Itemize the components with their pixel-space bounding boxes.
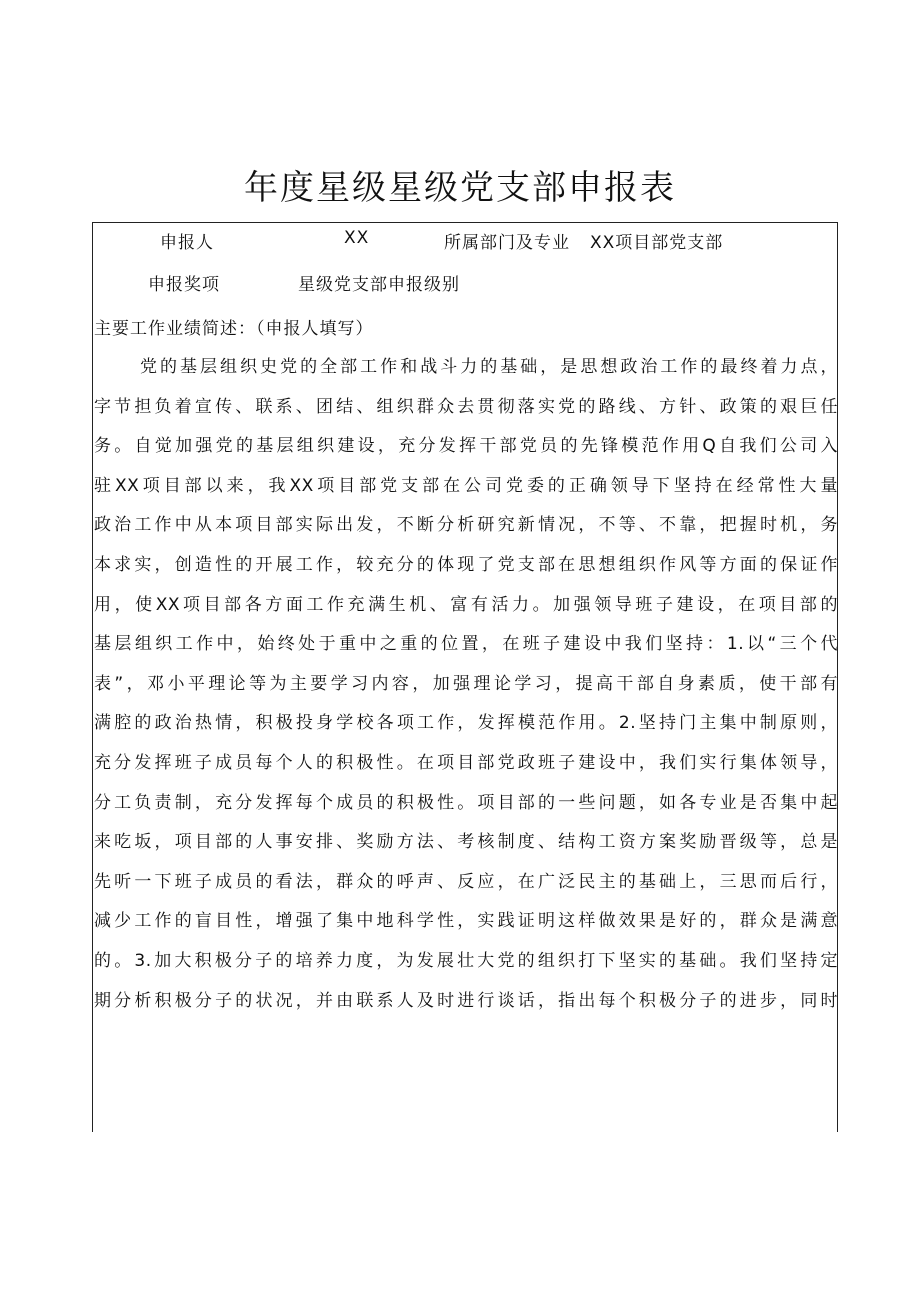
award-label: 申报奖项	[148, 275, 220, 295]
body-line: 党的基层组织史党的全部工作和战斗力的基础，是思想政治工作的最终着力点，	[140, 357, 838, 377]
body-line: 字节担负着宣传、联系、团结、组织群众去贯彻落实党的路线、方针、政策的艰巨任	[94, 396, 838, 417]
body-line: 务。自觉加强党的基层组织建设，充分发挥干部党员的先锋模范作用Q自我们公司入	[94, 436, 838, 457]
body-line: 驻XX项目部以来，我XX项目部党支部在公司党委的正确领导下坚持在经常性大量	[94, 475, 838, 496]
body-line: 分工负责制，充分发挥每个成员的积极性。项目部的一些问题，如各专业是否集中起	[94, 792, 838, 813]
body-line: 减少工作的盲目性，增强了集中地科学性，实践证明这样做效果是好的，群众是满意	[94, 911, 838, 932]
body-line: 政治工作中从本项目部实际出发，不断分析研究新情况，不等、不靠，把握时机，务	[94, 515, 838, 536]
body-text	[94, 348, 838, 1021]
body-line: 表”，邓小平理论等为主要学习内容，加强理论学习，提高干部自身素质，使干部有	[94, 673, 838, 694]
award-value: 星级党支部申报级别	[298, 275, 460, 295]
body-line: 满腔的政治热情，积极投身学校各项工作，发挥模范作用。2.坚持门主集中制原则，	[94, 713, 838, 734]
body-line: 本求实，创造性的开展工作，较充分的体现了党支部在思想组织作风等方面的保证作	[94, 554, 838, 575]
body-line: 基层组织工作中，始终处于重中之重的位置，在班子建设中我们坚持：1.以“三个代	[94, 634, 838, 655]
body-line: 充分发挥班子成员每个人的积极性。在项目部党政班子建设中，我们实行集体领导，	[94, 752, 838, 773]
summary-label: 主要工作业绩简述：（申报人填写）	[94, 319, 374, 339]
department-label: 所属部门及专业	[444, 233, 570, 253]
body-line: 的。3.加大积极分子的培养力度，为发展壮大党的组织打下坚实的基础。我们坚持定	[94, 950, 838, 971]
body-line: 期分析积极分子的状况，并由联系人及时进行谈话，指出每个积极分子的进步，同时	[94, 990, 838, 1011]
body-line: 来吃坂，项目部的人事安排、奖励方法、考核制度、结构工资方案奖励晋级等，总是	[94, 832, 838, 853]
department-value: XX项目部党支部	[590, 233, 724, 253]
applicant-label: 申报人	[160, 233, 214, 253]
body-line: 用，使XX项目部各方面工作充满生机、富有活力。加强领导班子建设，在项目部的	[94, 594, 838, 615]
body-line: 先听一下班子成员的看法，群众的呼声、反应，在广泛民主的基础上，三思而后行，	[94, 871, 838, 892]
page-title: 年度星级星级党支部申报表	[244, 168, 676, 208]
applicant-value: XX	[344, 228, 370, 248]
